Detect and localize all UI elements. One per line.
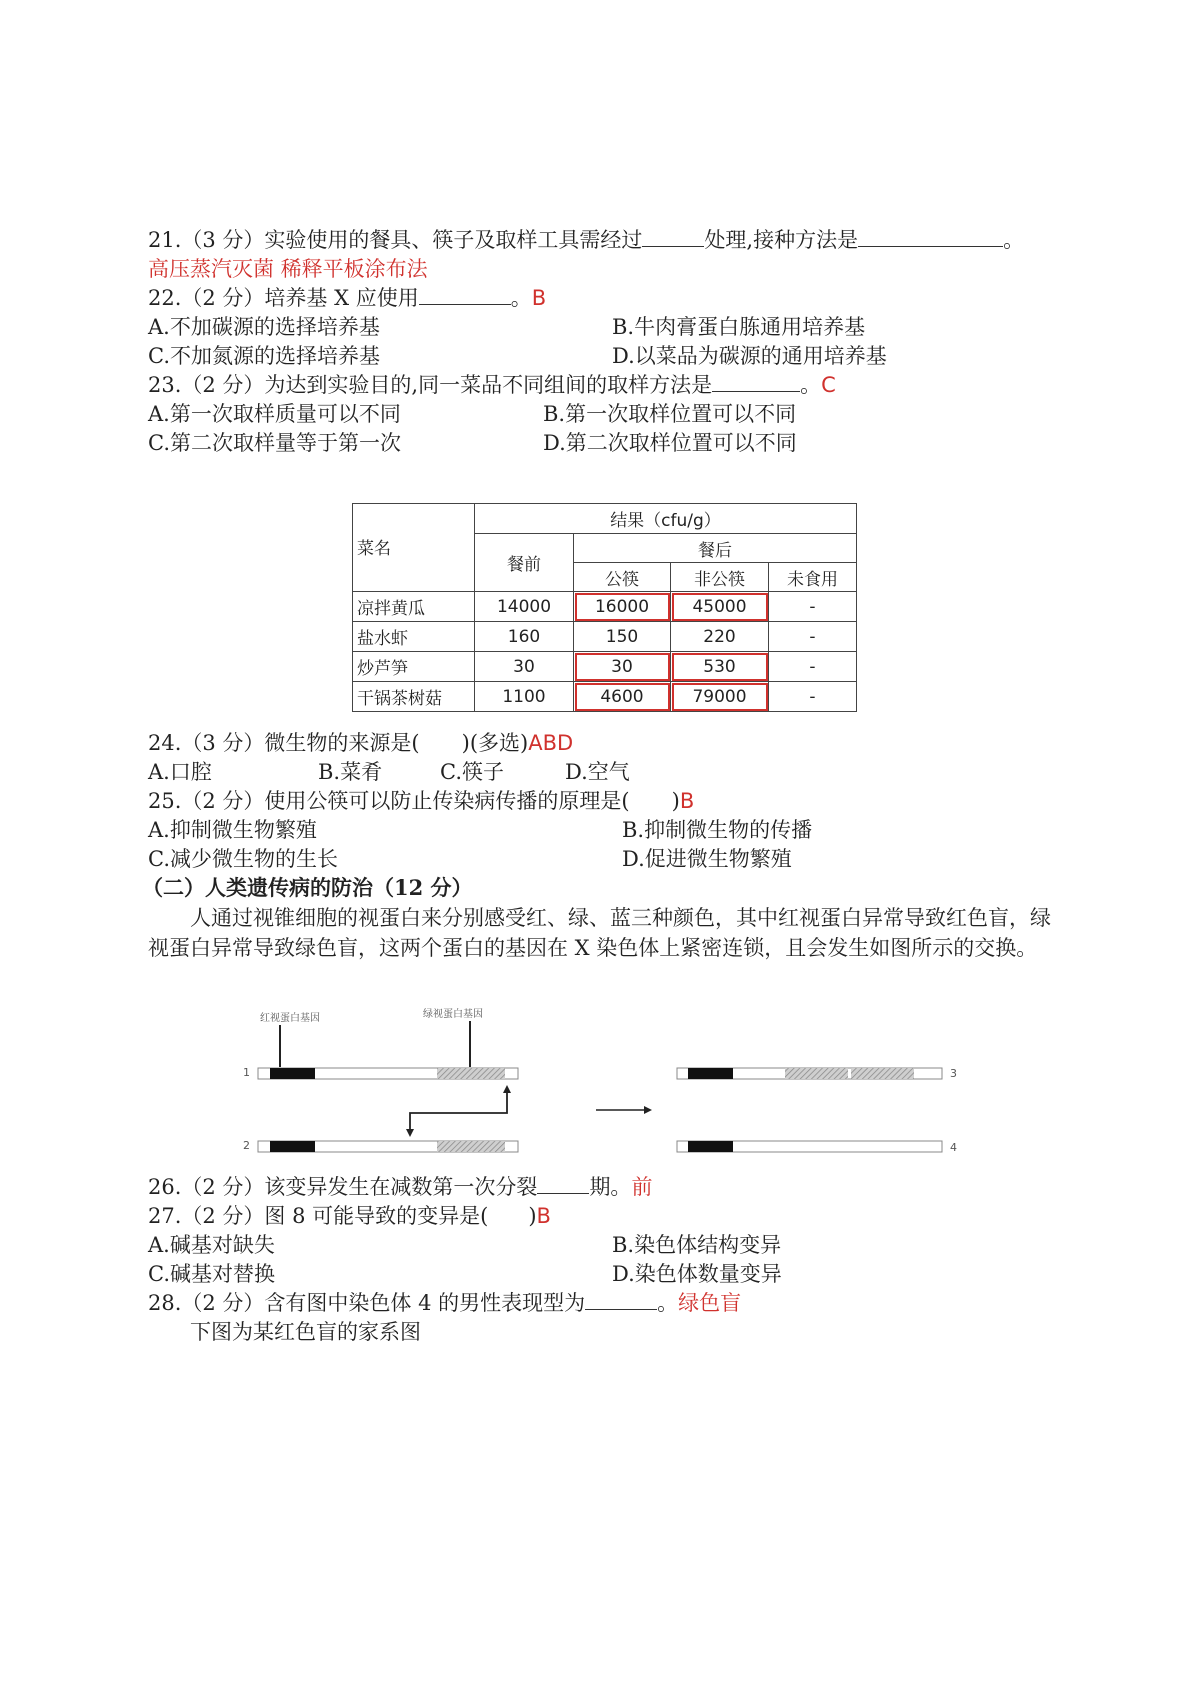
header-public-chopsticks: 公筷 xyxy=(574,563,671,592)
chromosome-1-red-gene xyxy=(270,1068,315,1079)
q24-answer: ABD xyxy=(528,731,574,755)
q23-option-b: B.第一次取样位置可以不同 xyxy=(543,402,797,426)
row-public: 4600 xyxy=(574,682,671,712)
q21-blank-2 xyxy=(858,226,1003,247)
q24-option-b: B.菜肴 xyxy=(318,760,383,784)
q23-option-c: C.第二次取样量等于第一次 xyxy=(148,431,401,455)
pedigree-intro: 下图为某红色盲的家系图 xyxy=(190,1320,421,1344)
section-paragraph: 人通过视锥细胞的视蛋白来分别感受红、绿、蓝三种颜色，其中红视蛋白异常导致红色盲，绿视蛋白异常导致绿色盲，这两个蛋白的基因在 X 染色体上紧密连锁，且会发生如图所示的交换。 xyxy=(148,906,1051,960)
exchange-arrow xyxy=(410,1089,507,1133)
q24-option-d: D.空气 xyxy=(565,760,630,784)
row-nonpublic: 530 xyxy=(671,652,769,682)
table-row xyxy=(353,682,857,712)
chromosome-4-red-gene xyxy=(688,1141,733,1152)
q26-stem: 26.（2 分）该变异发生在减数第一次分裂 期。前 xyxy=(148,1175,653,1199)
q24-option-c: C.筷子 xyxy=(440,760,504,784)
row-nonpublic: 220 xyxy=(671,622,769,652)
q21-stem: 21.（3 分）实验使用的餐具、筷子及取样工具需经过 处理,接种方法是 。 xyxy=(148,228,1025,252)
chromosome-2-red-gene xyxy=(270,1141,315,1152)
exchange-arrow-head-up xyxy=(503,1085,511,1093)
green-opsin-gene-label: 绿视蛋白基因 xyxy=(423,1009,483,1020)
q28-stem: 28.（2 分）含有图中染色体 4 的男性表现型为 。绿色盲 xyxy=(148,1291,742,1315)
q27-option-b: B.染色体结构变异 xyxy=(612,1233,782,1257)
section-heading: （二）人类遗传病的防治（12 分） xyxy=(142,875,473,900)
row-dish-name: 盐水虾 xyxy=(353,622,475,652)
q28-blank xyxy=(585,1289,657,1310)
row-uneaten: - xyxy=(769,592,857,622)
row-public: 30 xyxy=(574,652,671,682)
row-public: 150 xyxy=(574,622,671,652)
q25-answer: B xyxy=(679,789,695,813)
row-uneaten: - xyxy=(769,682,857,712)
q22-option-c: C.不加氮源的选择培养基 xyxy=(148,344,380,368)
q22-option-a: A.不加碳源的选择培养基 xyxy=(148,315,380,339)
chromosome-3-label: 3 xyxy=(950,1067,957,1080)
transition-arrow-head xyxy=(644,1106,652,1114)
q24-stem: 24.（3 分）微生物的来源是( )(多选)ABD xyxy=(148,731,574,755)
q22-option-b: B.牛肉膏蛋白胨通用培养基 xyxy=(612,315,866,339)
q22-stem: 22.（2 分）培养基 X 应使用 。B xyxy=(148,286,547,310)
chromosome-4-label: 4 xyxy=(950,1141,957,1154)
q25-option-d: D.促进微生物繁殖 xyxy=(622,847,792,871)
row-before: 1100 xyxy=(475,682,574,712)
q21-blank-1 xyxy=(642,226,704,247)
q23-stem: 23.（2 分）为达到实验目的,同一菜品不同组间的取样方法是 。C xyxy=(148,373,836,397)
exchange-arrow-head-down xyxy=(406,1129,414,1137)
row-uneaten: - xyxy=(769,652,857,682)
row-before: 160 xyxy=(475,622,574,652)
header-result: 结果（cfu/g） xyxy=(475,504,857,534)
q22-answer: B xyxy=(531,286,547,310)
q23-blank xyxy=(712,371,800,392)
red-opsin-gene-label: 红视蛋白基因 xyxy=(260,1013,320,1024)
chromosome-exchange-figure xyxy=(240,1005,980,1170)
q26-answer: 前 xyxy=(631,1175,653,1199)
table-row xyxy=(353,622,857,652)
q23-answer: C xyxy=(821,373,836,397)
chromosome-1-green-gene xyxy=(437,1068,505,1079)
q23-option-a: A.第一次取样质量可以不同 xyxy=(148,402,401,426)
q25-option-b: B.抑制微生物的传播 xyxy=(622,818,813,842)
q25-option-a: A.抑制微生物繁殖 xyxy=(148,818,317,842)
q22-blank xyxy=(419,284,511,305)
chromosome-3-green-gene-2 xyxy=(851,1068,914,1079)
q27-option-a: A.碱基对缺失 xyxy=(148,1233,275,1257)
header-after-meal: 餐后 xyxy=(574,534,857,563)
row-dish-name: 干锅茶树菇 xyxy=(353,682,475,712)
q25-option-c: C.减少微生物的生长 xyxy=(148,847,338,871)
row-uneaten: - xyxy=(769,622,857,652)
header-uneaten: 未食用 xyxy=(769,563,857,592)
q22-option-d: D.以菜品为碳源的通用培养基 xyxy=(612,344,887,368)
q25-stem: 25.（2 分）使用公筷可以防止传染病传播的原理是( )B xyxy=(148,789,695,813)
row-public: 16000 xyxy=(574,592,671,622)
row-nonpublic: 45000 xyxy=(671,592,769,622)
row-before: 14000 xyxy=(475,592,574,622)
q21-answer: 高压蒸汽灭菌 稀释平板涂布法 xyxy=(148,257,428,281)
chromosome-2-label: 2 xyxy=(243,1139,250,1152)
chromosome-3-red-gene xyxy=(688,1068,733,1079)
q24-option-a: A.口腔 xyxy=(148,760,212,784)
q26-blank xyxy=(537,1173,589,1194)
q27-stem: 27.（2 分）图 8 可能导致的变异是( )B xyxy=(148,1204,551,1228)
q27-option-d: D.染色体数量变异 xyxy=(612,1262,782,1286)
table-row xyxy=(353,652,857,682)
header-nonpublic-chopsticks: 非公筷 xyxy=(671,563,769,592)
chromosome-3-green-gene-1 xyxy=(785,1068,848,1079)
row-before: 30 xyxy=(475,652,574,682)
row-dish-name: 炒芦笋 xyxy=(353,652,475,682)
chromosome-1-label: 1 xyxy=(243,1066,250,1079)
table-row xyxy=(353,592,857,622)
header-dish-name: 菜名 xyxy=(353,504,475,592)
row-dish-name: 凉拌黄瓜 xyxy=(353,592,475,622)
q23-option-d: D.第二次取样位置可以不同 xyxy=(543,431,797,455)
q27-option-c: C.碱基对替换 xyxy=(148,1262,275,1286)
row-nonpublic: 79000 xyxy=(671,682,769,712)
header-before-meal: 餐前 xyxy=(475,534,574,592)
results-table xyxy=(352,503,857,712)
q28-answer: 绿色盲 xyxy=(678,1291,742,1315)
chromosome-2-green-gene xyxy=(437,1141,505,1152)
q27-answer: B xyxy=(536,1204,551,1228)
